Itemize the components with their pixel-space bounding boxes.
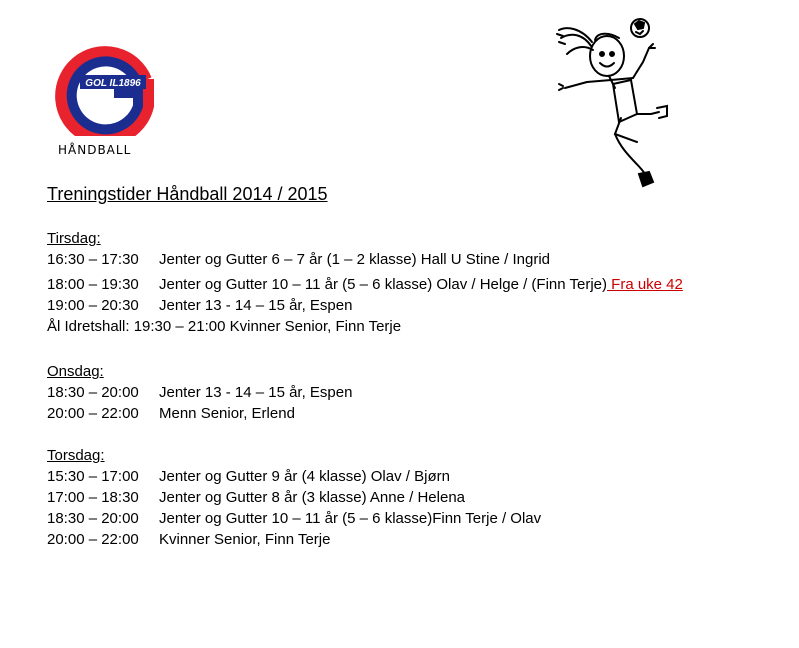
day-heading: Tirsdag: — [47, 230, 101, 247]
day-section-torsdag — [47, 446, 541, 550]
page-title: Treningstider Håndball 2014 / 2015 — [47, 184, 328, 204]
session-description: Jenter og Gutter 10 – 11 år (5 – 6 klasse) Olav / Helge / (Finn Terje) — [159, 276, 607, 293]
time-slot: 15:30 – 17:00 — [47, 468, 139, 485]
schedule-row — [47, 274, 683, 295]
logo-text: GOL IL1896 — [85, 78, 141, 89]
day-section-onsdag — [47, 362, 352, 424]
schedule-row — [47, 529, 541, 550]
session-description: Menn Senior, Erlend — [159, 405, 295, 422]
day-heading: Torsdag: — [47, 447, 105, 464]
schedule-row — [47, 466, 541, 487]
session-description: Jenter 13 - 14 – 15 år, Espen — [159, 297, 353, 314]
schedule-row — [47, 508, 541, 529]
schedule-row — [47, 249, 683, 270]
session-description: Jenter og Gutter 9 år (4 klasse) Olav / Bjørn — [159, 468, 450, 485]
session-description: Jenter og Gutter 6 – 7 år (1 – 2 klasse) Hall U Stine / Ingrid — [159, 251, 551, 268]
logo-caption: HÅNDBALL — [58, 143, 132, 157]
session-description: Kvinner Senior, Finn Terje — [159, 531, 331, 548]
schedule-row — [47, 295, 683, 316]
time-slot: 18:00 – 19:30 — [47, 276, 139, 293]
time-slot: 20:00 – 22:00 — [47, 405, 139, 422]
time-slot: 20:00 – 22:00 — [47, 531, 139, 548]
time-slot: 17:00 – 18:30 — [47, 489, 139, 506]
time-slot: 18:30 – 20:00 — [47, 384, 139, 401]
start-week-note-link[interactable]: Fra uke 42 — [607, 276, 683, 293]
schedule-row — [47, 382, 352, 403]
time-slot: 18:30 – 20:00 — [47, 510, 139, 527]
time-slot: 16:30 – 17:30 — [47, 251, 139, 268]
time-slot: 19:00 – 20:30 — [47, 297, 139, 314]
schedule-row — [47, 403, 352, 424]
girl-kicking-ball-drawing — [553, 14, 678, 194]
schedule-row: Ål Idretshall: 19:30 – 21:00 Kvinner Senior, Finn Terje — [47, 318, 402, 335]
club-logo — [52, 44, 156, 136]
schedule-row — [47, 487, 541, 508]
session-description: Jenter og Gutter 8 år (3 klasse) Anne / Helena — [159, 489, 465, 506]
session-description: Jenter og Gutter 10 – 11 år (5 – 6 klasse)Finn Terje / Olav — [159, 510, 542, 527]
day-section-tirsdag — [47, 229, 683, 337]
day-heading: Onsdag: — [47, 363, 104, 380]
session-description: Jenter 13 - 14 – 15 år, Espen — [159, 384, 353, 401]
